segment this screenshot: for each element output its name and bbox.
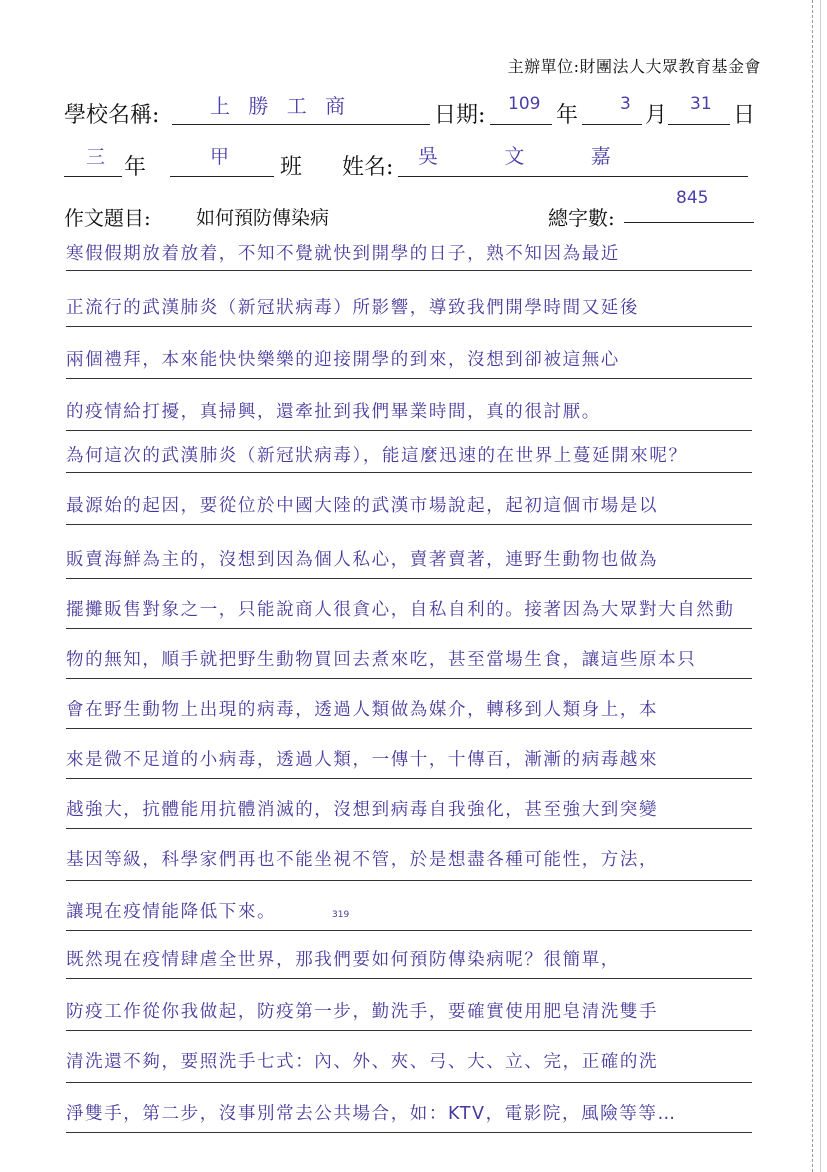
essay-line: 越強大，抗體能用抗體消滅的，沒想到病毒自我強化，甚至強大到突變: [66, 800, 659, 820]
wordcount-underline: [624, 222, 754, 223]
essay-line: 為何這次的武漢肺炎（新冠狀病毒），能這麼迅速的在世界上蔓延開來呢？: [66, 446, 688, 466]
year-underline: [490, 124, 552, 125]
margin-note: 319: [332, 910, 350, 920]
name-underline: [398, 176, 748, 177]
essay-line: 基因等級，科學家們再也不能坐視不管，於是想盡各種可能性，方法，: [66, 850, 659, 870]
essay-line: 物的無知，順手就把野生動物買回去煮來吃，甚至當場生食，讓這些原本只: [66, 650, 697, 670]
essay-line: 兩個禮拜，本來能快快樂樂的迎接開學的到來，沒想到卻被這無心: [66, 350, 620, 370]
topic-value: 如何預防傳染病: [196, 207, 330, 229]
organizer-text: 主辦單位:財團法人大眾教育基金會: [507, 57, 761, 76]
school-label: 學校名稱:: [64, 103, 160, 128]
topic-label: 作文題目:: [64, 206, 151, 230]
essay-line: 淨雙手，第二步，沒事別常去公共場合，如：KTV，電影院，風險等等…: [66, 1104, 677, 1124]
essay-line: 販賣海鮮為主的，沒想到因為個人私心，賣著賣著，連野生動物也做為: [66, 550, 659, 570]
class-label: 班: [280, 155, 303, 180]
day-underline: [668, 124, 730, 125]
class-underline: [170, 176, 274, 177]
school-value: 上 勝 工 商: [210, 94, 352, 118]
page-edge: [820, 0, 821, 1172]
essay-line: 會在野生動物上出現的病毒，透過人類做為媒介，轉移到人類身上，本: [66, 700, 659, 720]
grade-value: 三: [86, 146, 106, 168]
essay-line: 擺攤販售對象之一，只能說商人很貪心，自私自利的。接著因為大眾對大自然動: [66, 600, 735, 620]
month-value: 3: [620, 94, 631, 114]
wordcount-value: 845: [676, 188, 709, 208]
grade-label: 年: [124, 155, 147, 180]
day-label: 日: [733, 103, 756, 128]
month-label: 月: [645, 103, 668, 128]
page-edge-dashed: [812, 0, 813, 1172]
day-value: 31: [690, 94, 712, 114]
month-underline: [582, 124, 642, 125]
essay-line: 正流行的武漢肺炎（新冠狀病毒）所影響，導致我們開學時間又延後: [66, 298, 639, 318]
class-value: 甲: [210, 146, 230, 168]
grade-underline: [64, 176, 122, 177]
essay-line: 來是微不足道的小病毒，透過人類，一傳十，十傳百，漸漸的病毒越來: [66, 750, 659, 770]
essay-line: 讓現在疫情能降低下來。: [66, 902, 277, 922]
essay-line: 寒假假期放着放着，不知不覺就快到開學的日子，熟不知因為最近: [66, 244, 620, 264]
essay-line: 的疫情給打擾，真掃興，還牽扯到我們畢業時間，真的很討厭。: [66, 402, 601, 422]
year-value: 109: [508, 94, 541, 114]
essay-line: 最源始的起因，要從位於中國大陸的武漢市場說起，起初這個市場是以: [66, 496, 659, 516]
name-label: 姓名:: [342, 155, 394, 180]
essay-line: 防疫工作從你我做起，防疫第一步，勤洗手，要確實使用肥皂清洗雙手: [66, 1002, 659, 1022]
school-underline: [172, 124, 430, 125]
wordcount-label: 總字數:: [548, 206, 615, 230]
essay-line: 清洗還不夠，要照洗手七式：內、外、夾、弓、大、立、完，正確的洗: [66, 1052, 659, 1072]
name-value: 吳 文 嘉: [418, 144, 641, 168]
date-label: 日期:: [434, 103, 486, 128]
year-label: 年: [556, 103, 579, 128]
essay-line: 既然現在疫情肆虐全世界，那我們要如何預防傳染病呢？很簡單，: [66, 950, 620, 970]
